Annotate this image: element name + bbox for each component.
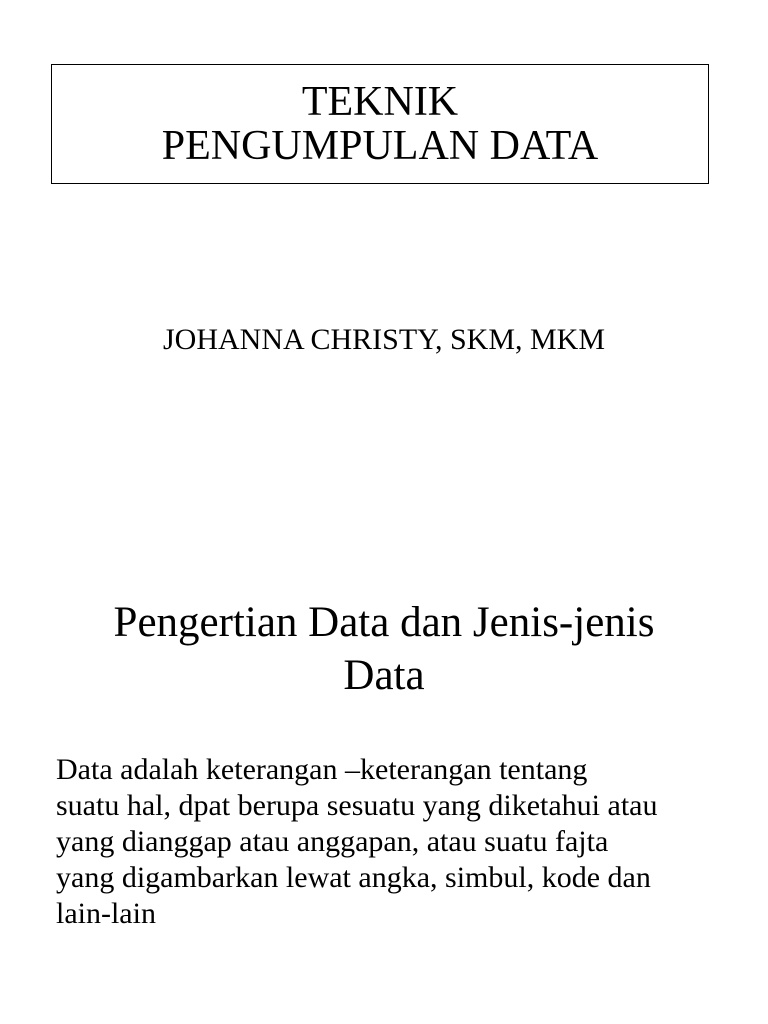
- section-heading-line-2: Data: [343, 652, 425, 699]
- title-line-2: PENGUMPULAN DATA: [161, 123, 599, 169]
- section-heading: [0, 596, 768, 702]
- paragraph-line: suatu hal, dpat berupa sesuatu yang diketahui atau: [56, 789, 658, 822]
- author-name: JOHANNA CHRISTY, SKM, MKM: [162, 323, 606, 356]
- section-heading-line-1: Pengertian Data dan Jenis-jenis: [113, 599, 655, 646]
- paragraph-line: Data adalah keterangan –keterangan tentang: [56, 753, 588, 786]
- title-line-1: TEKNIK: [301, 79, 459, 125]
- paragraph-line: lain-lain: [56, 897, 156, 930]
- title-box: [51, 64, 709, 184]
- paragraph-line: yang dianggap atau anggapan, atau suatu fajta: [56, 825, 609, 858]
- definition-paragraph: [56, 752, 756, 932]
- paragraph-line: yang digambarkan lewat angka, simbul, kode dan: [56, 861, 651, 894]
